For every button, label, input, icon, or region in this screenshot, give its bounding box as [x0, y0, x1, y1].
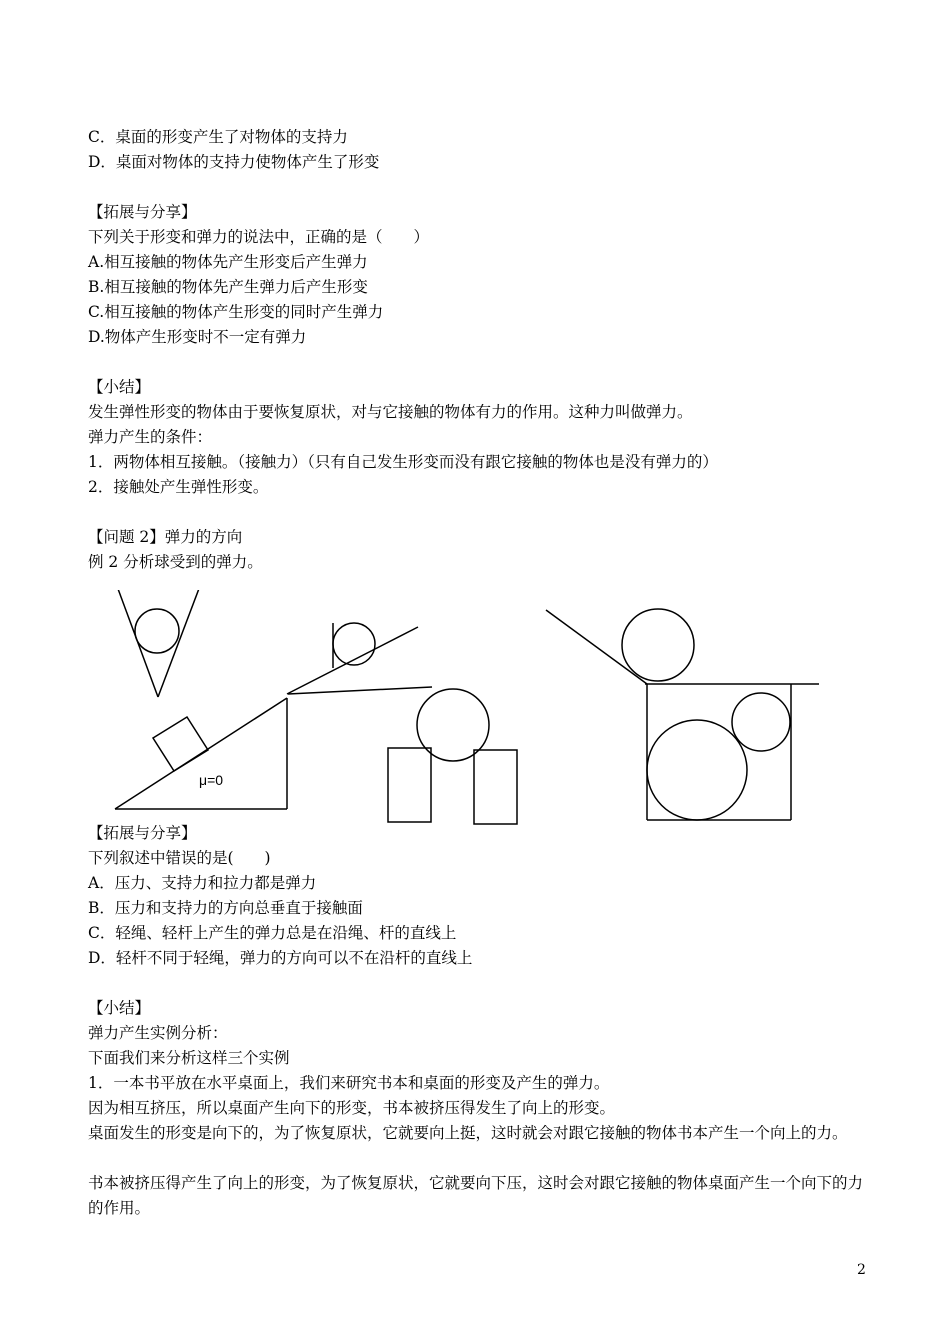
section-heading-extension: 【拓展与分享】: [88, 824, 197, 842]
summary-line: 1．两物体相互接触。（接触力）（只有自己发生形变而没有跟它接触的物体也是没有弹力的）: [88, 453, 718, 471]
connecting-rod: [288, 687, 432, 694]
summary-line: 弹力产生实例分析：: [88, 1024, 228, 1042]
upper-incline: [287, 627, 418, 694]
right-support-block: [474, 750, 517, 824]
option-b: B．压力和支持力的方向总垂直于接触面: [88, 899, 363, 917]
summary-line: 1．一本书平放在水平桌面上，我们来研究书本和桌面的形变及产生的弹力。: [88, 1074, 610, 1092]
left-support-block: [388, 748, 431, 822]
question-text: 下列关于形变和弹力的说法中，正确的是（ ）: [88, 228, 430, 246]
section-heading-summary: 【小结】: [88, 999, 151, 1017]
ball-on-incline: [333, 623, 375, 665]
small-ball-in-box: [732, 693, 790, 751]
ball-on-table: [622, 609, 694, 681]
block-on-incline: [153, 717, 208, 771]
large-ball-in-box: [647, 720, 747, 820]
option-a: A.相互接触的物体先产生形变后产生弹力: [88, 253, 368, 271]
summary-line: 弹力产生的条件：: [88, 428, 213, 446]
option-d: D.物体产生形变时不一定有弹力: [88, 328, 307, 346]
summary-paragraph: 书本被挤压得产生了向上的形变，为了恢复原状，它就要向下压，这时会对跟它接触的物体桌面产生一个向下的力的作用。: [88, 1174, 864, 1217]
funnel-left-wall: [114, 590, 158, 697]
funnel-right-wall: [158, 590, 203, 697]
section-heading-summary: 【小结】: [88, 378, 151, 396]
friction-label: μ=0: [199, 772, 224, 788]
example-text: 例 2 分析球受到的弹力。: [88, 553, 263, 571]
summary-line: 2．接触处产生弹性形变。: [88, 478, 269, 496]
force-diagram: [0, 590, 950, 830]
option-c: C．桌面的形变产生了对物体的支持力: [88, 128, 348, 146]
option-b: B.相互接触的物体先产生弹力后产生形变: [88, 278, 368, 296]
summary-line: 因为相互挤压，所以桌面产生向下的形变，书本被挤压得发生了向上的形变。: [88, 1099, 616, 1117]
summary-line: 发生弹性形变的物体由于要恢复原状，对与它接触的物体有力的作用。这种力叫做弹力。: [88, 403, 693, 421]
option-d: D．桌面对物体的支持力使物体产生了形变: [88, 153, 380, 171]
summary-line: 下面我们来分析这样三个实例: [88, 1049, 290, 1067]
section-heading-question-2: 【问题 2】弹力的方向: [88, 528, 243, 546]
section-heading-extension: 【拓展与分享】: [88, 203, 197, 221]
option-d: D．轻杆不同于轻绳，弹力的方向可以不在沿杆的直线上: [88, 949, 473, 967]
page-number: 2: [857, 1262, 866, 1278]
summary-paragraph: 桌面发生的形变是向下的，为了恢复原状，它就要向上挺，这时就会对跟它接触的物体书本产生一个向上的力。: [88, 1124, 848, 1142]
question-text: 下列叙述中错误的是( ): [88, 849, 271, 867]
option-a: A．压力、支持力和拉力都是弹力: [88, 874, 317, 892]
option-c: C．轻绳、轻杆上产生的弹力总是在沿绳、杆的直线上: [88, 924, 457, 942]
ball-in-funnel: [135, 609, 179, 653]
option-c: C.相互接触的物体产生形变的同时产生弹力: [88, 303, 384, 321]
